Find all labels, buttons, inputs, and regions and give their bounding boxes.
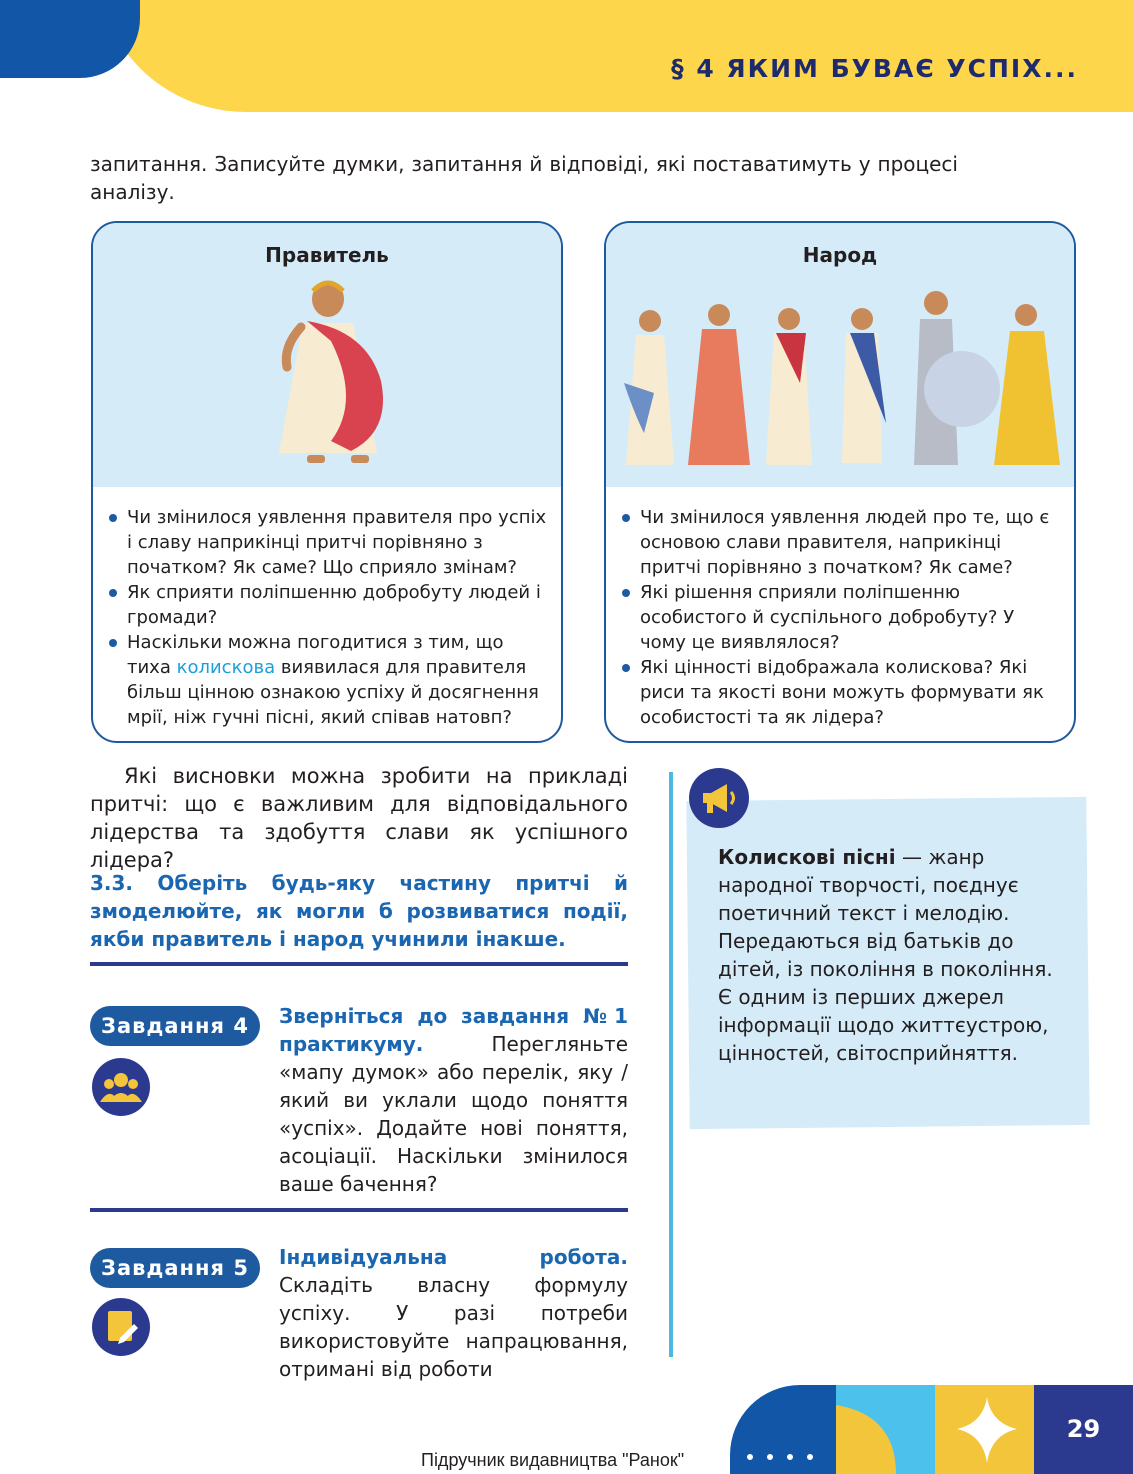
list-item: Як сприяти поліпшенню добробуту людей і громади? [107, 580, 549, 630]
publisher-credit: Підручник видавництва "Ранок" [421, 1450, 685, 1470]
task-5-bold: Індивідуальна робота. [279, 1245, 628, 1269]
task-5-body: Складіть власну формулу успіху. У разі потреби використовуйте напрацювання, отримані від роботи [279, 1273, 628, 1381]
megaphone-icon [689, 768, 749, 828]
people-card-title: Народ [802, 243, 878, 267]
glossary-term: Колискові пісні [718, 845, 896, 869]
task-4-bold: Зверніться до завдання №1 практикуму. [279, 1004, 628, 1056]
task-3-3: 3.3. Оберіть будь-яку частину притчі й змоделюйте, як могли б розвиватися події, якби правитель і народ учинили інакше. [90, 871, 628, 951]
task-5-text [279, 1243, 628, 1383]
people-illustration [606, 223, 1076, 487]
task-4-body: Перегляньте «мапу думок» або перелік, яку / який ви уклали щодо поняття «успіх». Додайте нові поняття, асоціації. Наскільки змінилося ваше бачення? [279, 1032, 628, 1196]
list-item [107, 630, 549, 730]
people-card [604, 221, 1076, 743]
glossary-definition [718, 843, 1058, 1067]
ruler-card-title: Правитель [265, 243, 389, 267]
footer-block-blue [730, 1385, 836, 1474]
divider [90, 1208, 628, 1212]
chapter-title: § 4 ЯКИМ БУВАЄ УСПІХ... [671, 54, 1078, 83]
footer-block-cyan [836, 1385, 935, 1474]
list-item: Які цінності відображала колискова? Які риси та якості вони можуть формувати як особистості та як лідера? [620, 655, 1062, 730]
glossary-body: — жанр народної творчості, поєднує поетичний текст і мелодію. Передаються від батьків до дітей, із покоління в покоління. Є одним із перших джерел інформації щодо життєустрою, цінностей, світосприйняття. [718, 845, 1053, 1065]
page-number: 29 [1034, 1385, 1133, 1474]
ruler-illustration [93, 223, 563, 487]
people-questions [606, 487, 1074, 730]
ruler-questions [93, 487, 561, 730]
glossary-link-lullaby[interactable]: колискова [176, 657, 276, 678]
task-5-badge: Завдання 5 [90, 1248, 260, 1288]
footer-block-yellow [935, 1385, 1034, 1474]
group-icon [92, 1058, 150, 1116]
intro-paragraph: запитання. Записуйте думки, запитання й відповіді, які поставатимуть у процесі аналізу. [90, 152, 958, 204]
list-item-text: виявилася для правителя більш цінною ознакою успіху й досягнення мрії, ніж гучні пісні, який співав натовп? [127, 657, 539, 728]
side-rule [669, 772, 673, 1357]
task-4-text [279, 1002, 628, 1198]
ruler-card [91, 221, 563, 743]
sparkle-star-icon [935, 1385, 1034, 1474]
task-4-badge: Завдання 4 [90, 1006, 260, 1046]
divider [90, 962, 628, 966]
list-item: Чи змінилося уявлення правителя про успіх і славу наприкінці притчі порівняно з початком? Як саме? Що сприяло змінам? [107, 505, 549, 580]
header-corner [0, 0, 140, 78]
notepad-pencil-icon [92, 1298, 150, 1356]
list-item: Які рішення сприяли поліпшенню особистого й суспільного добробуту? У чому це виявлялося? [620, 580, 1062, 655]
conclusion-paragraph: Які висновки можна зробити на прикладі притчі: що є важливим для відповідального лідерства та здобуття слави як успішного лідера? [90, 764, 628, 872]
list-item-text: Наскільки можна погодитися з тим, що тиха [127, 632, 504, 678]
people-illustration-panel [606, 223, 1074, 487]
list-item: Чи змінилося уявлення людей про те, що є основою слави правителя, наприкінці притчі порівняно з початком? Як саме? [620, 505, 1062, 580]
ruler-illustration-panel [93, 223, 561, 487]
